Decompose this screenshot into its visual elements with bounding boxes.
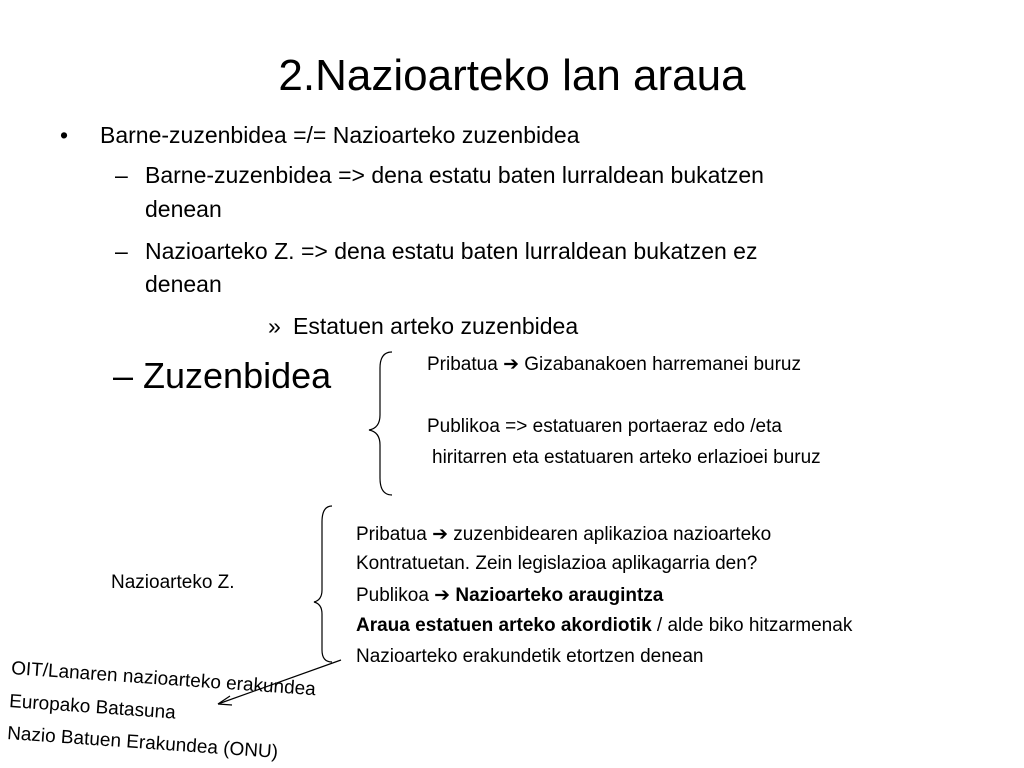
nazioarteko-label: Nazioarteko Z. xyxy=(111,572,235,593)
right-arrow-icon: ➔ xyxy=(434,585,451,606)
pribatua-desc: zuzenbidearen aplikazioa nazioarteko xyxy=(453,524,772,545)
brace2-line4 xyxy=(356,614,852,638)
brace2-line5: Nazioarteko erakundetik etortzen denean xyxy=(356,646,704,667)
publikoa-label: Publikoa xyxy=(356,585,429,606)
dash-marker: – xyxy=(115,238,128,264)
pribatua-label: Pribatua xyxy=(427,354,498,375)
pribatua-label: Pribatua xyxy=(356,524,427,545)
org-eu: Europako Batasuna xyxy=(8,690,177,724)
slide-title: 2.Nazioarteko lan araua xyxy=(278,51,746,100)
brace-2-icon xyxy=(314,506,332,662)
pribatua-desc: Gizabanakoen harremanei buruz xyxy=(524,354,801,375)
hitzarmenak-text: / alde biko hitzarmenak xyxy=(651,615,853,636)
brace2-line2: Kontratuetan. Zein legislazioa aplikagarria den? xyxy=(356,553,758,574)
arrowhead-icon xyxy=(218,696,232,705)
chevron-marker: » xyxy=(268,313,281,339)
sub-item-1-line1: Barne-zuzenbidea => dena estatu baten lurraldean bukatzen xyxy=(145,162,764,188)
sub-item-1-line2: denean xyxy=(145,196,222,222)
brace1-publikoa-line1: Publikoa => estatuaren portaeraz edo /eta xyxy=(427,416,782,437)
right-arrow-icon: ➔ xyxy=(503,354,519,375)
bullet-marker: • xyxy=(60,122,69,148)
org-oit: OIT/Lanaren nazioarteko erakundea xyxy=(10,657,317,701)
dash-marker: – xyxy=(115,162,128,188)
zuzenbidea-label: – Zuzenbidea xyxy=(113,355,332,396)
right-arrow-icon: ➔ xyxy=(432,524,448,545)
brace2-line3 xyxy=(356,584,663,608)
sub-item-3: Estatuen arteko zuzenbidea xyxy=(293,313,579,339)
araugintza-bold: Nazioarteko araugintza xyxy=(455,585,664,606)
sub-item-2-line1: Nazioarteko Z. => dena estatu baten lurraldean bukatzen ez xyxy=(145,238,758,264)
bullet-text-1: Barne-zuzenbidea =/= Nazioarteko zuzenbidea xyxy=(100,122,580,148)
akordiotik-bold: Araua estatuen arteko akordiotik xyxy=(356,615,652,636)
sub-item-2-line2: denean xyxy=(145,271,222,297)
org-onu: Nazio Batuen Erakundea (ONU) xyxy=(6,722,279,763)
brace1-publikoa-line2: hiritarren eta estatuaren arteko erlazioei buruz xyxy=(432,447,821,468)
brace2-line1 xyxy=(356,523,771,547)
brace-1-icon xyxy=(369,352,392,495)
brace1-pribatua-line xyxy=(427,353,801,377)
